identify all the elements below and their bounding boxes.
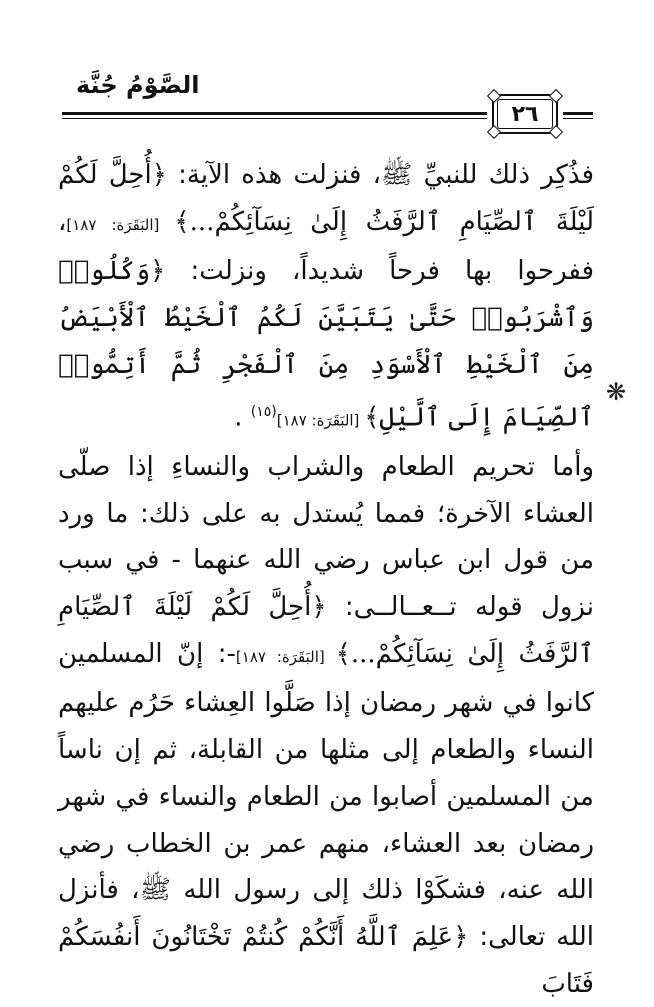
footnote-marker: (١٥) <box>250 403 277 420</box>
quran-verse: ﴿أُحِلَّ لَكُمْ لَيْلَةَ ٱلصِّيَامِ ٱلرَّفَثُ إِلَىٰ نِسَآئِكُمْ...﴾ <box>58 160 595 237</box>
paragraph-bullet-icon: ❋ <box>606 378 627 406</box>
text-run: -: إنّ المسلمين كانوا في شهر رمضان إذا صَلَّوا العِشاء حَرُم عليهم النساء والطعام إلى مثلها من القابلة، ثم إن ناساً من المسلمين أصابوا من الطعام والنساء في شهر رمضان بعد العشاء، منهم عمر بن الخطاب رضي الله عنه، فشكَوْا ذلك إلى رسول الله ﷺ، فأنزل الله تعالى: <box>58 638 595 952</box>
frame-corner-ornament <box>487 125 501 139</box>
frame-corner-ornament <box>549 89 563 103</box>
text-run: فذُكِر ذلك للنبيِّ ﷺ، فنزلت هذه الآية: <box>166 160 594 190</box>
verse-reference: [البَقَرَة: ١٨٧] <box>276 411 365 430</box>
quran-verse: ﴿عَلِمَ ٱللَّهُ أَنَّكُمْ كُنتُمْ تَخْتَانُونَ أَنفُسَكُمْ فَتَابَ <box>58 921 594 999</box>
sentence-end: . <box>234 402 243 433</box>
verse-reference: [البَقَرَة: ١٨٧] <box>235 647 336 666</box>
verse-reference: [البَقَرَة: ١٨٧] <box>66 215 175 234</box>
running-header-title: الصَّوْمُ جُنَّة <box>76 71 200 99</box>
page-number: ٢٦ <box>511 101 539 127</box>
frame-corner-ornament <box>549 125 563 139</box>
header-rule-short <box>563 112 593 119</box>
quran-verse: ﴿أُحِلَّ لَكُمْ لَيْلَةَ ٱلصِّيَامِ ٱلرَّفَثُ إِلَىٰ نِسَآئِكُمْ...﴾ <box>58 591 594 669</box>
text-run: ، ففرحوا بها فرحاً شديداً، ونزلت: <box>58 206 594 287</box>
page-number-frame <box>492 94 558 134</box>
paragraph-2 <box>58 444 594 1007</box>
frame-corner-ornament <box>487 89 501 103</box>
quran-verse: ﴿وَكُلُوا۟ وَٱشْرَبُوا۟ حَتَّىٰ يَتَبَيَّنَ لَكُمُ ٱلْخَيْطُ ٱلْأَبْيَضُ مِنَ ٱلْخَيْطِ ٱلْأَسْوَدِ مِنَ ٱلْفَجْرِ ثُمَّ أَتِمُّوا۟ ٱلصِّيَامَ إِلَى ٱلَّيْلِ﴾ <box>58 256 594 433</box>
text-run: وأما تحريم الطعام والشراب والنساءِ إذا صلّى العشاء الآخرة؛ فمما يُستدل به على ذلك: ما ورد من قول ابن عباس رضي الله عنهما - في سبب نزول قوله تــعــالــى: <box>58 451 594 622</box>
paragraph-1 <box>58 152 594 444</box>
header-rule <box>62 112 487 119</box>
body-text <box>58 152 594 1007</box>
